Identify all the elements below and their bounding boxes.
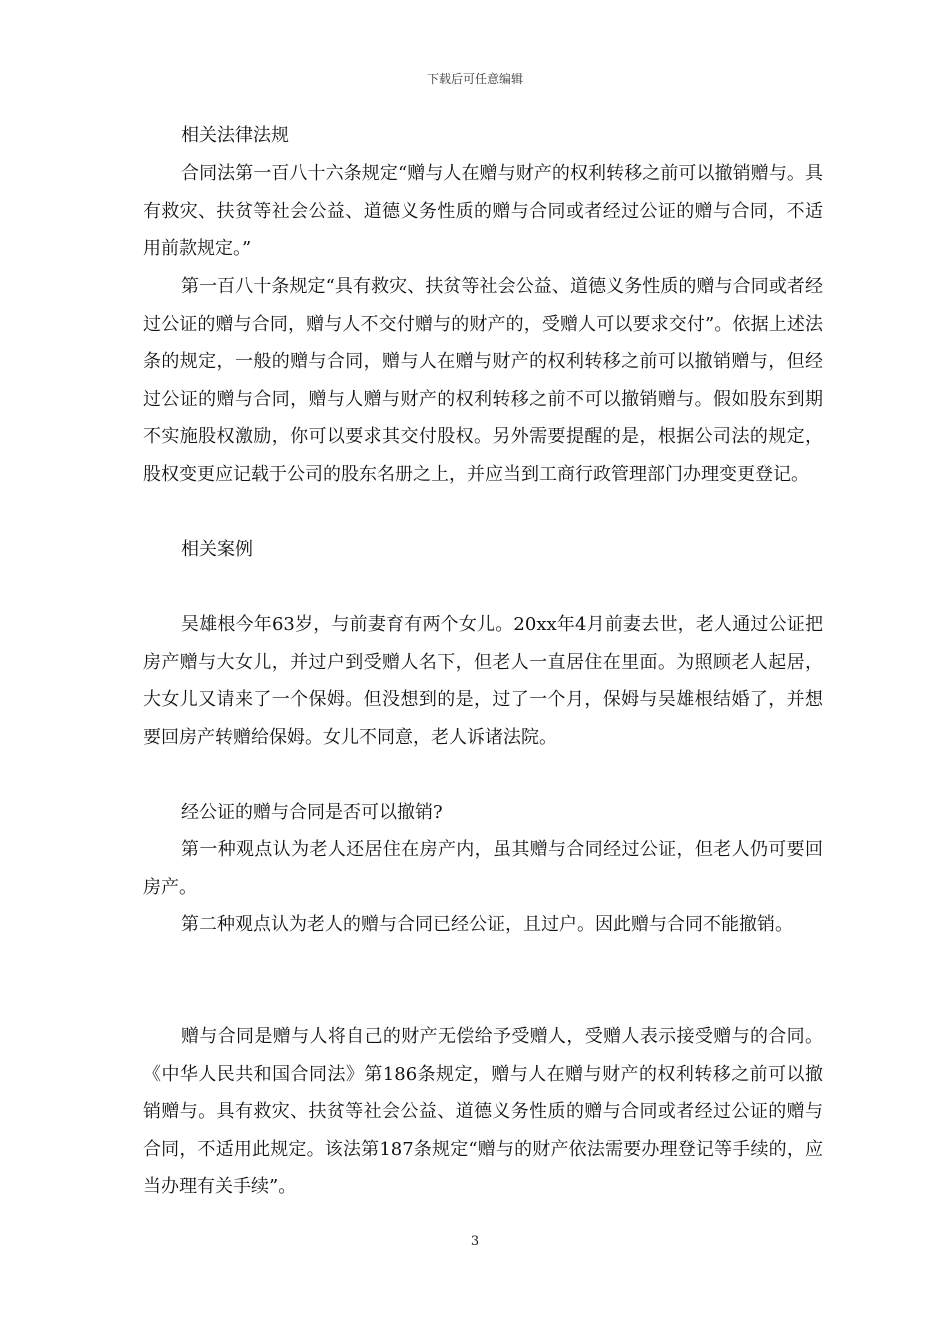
paragraph-case-description: 吴雄根今年63岁，与前妻育有两个女儿。20xx年4月前妻去世，老人通过公证把房产赠与大女儿，并过户到受赠人名下，但老人一直居住在里面。为照顾老人起居，大女儿又请来了一个保姆。但没想到的是，过了一个月，保姆与吴雄根结婚了，并想要回房产转赠给保姆。女儿不同意，老人诉诸法院。 (143, 614, 823, 748)
section-heading-laws: 相关法律法规 (181, 125, 289, 146)
paragraph-second-view: 第二种观点认为老人的赠与合同已经公证，且过户。因此赠与合同不能撤销。 (181, 914, 793, 935)
paragraph-question: 经公证的赠与合同是否可以撤销? (181, 802, 443, 823)
page-number: 3 (470, 1234, 480, 1249)
paragraph-article-180: 第一百八十条规定“具有救灾、扶贫等社会公益、道德义务性质的赠与合同或者经过公证的赠与合同，赠与人不交付赠与的财产的，受赠人可以要求交付”。依据上述法条的规定，一般的赠与合同，赠与人在赠与财产的权利转移之前可以撤销赠与，但经过公证的赠与合同，赠与人赠与财产的权利转移之前不可以撤销赠与。假如股东到期不实施股权激励，你可以要求其交付股权。另外需要提醒的是，根据公司法的规定，股权变更应记载于公司的股东名册之上，并应当到工商行政管理部门办理变更登记。 (143, 276, 823, 485)
paragraph-analysis: 赠与合同是赠与人将自己的财产无偿给予受赠人，受赠人表示接受赠与的合同。《中华人民共和国合同法》第186条规定，赠与人在赠与财产的权利转移之前可以撤销赠与。具有救灾、扶贫等社会公益、道德义务性质的赠与合同或者经过公证的赠与合同，不适用此规定。该法第187条规定“赠与的财产依法需要办理登记等手续的，应当办理有关手续”。 (143, 1026, 823, 1197)
section-heading-cases: 相关案例 (181, 539, 253, 560)
page-header: 下载后可任意编辑 (426, 72, 523, 86)
paragraph-article-186: 合同法第一百八十六条规定“赠与人在赠与财产的权利转移之前可以撤销赠与。具有救灾、扶贫等社会公益、道德义务性质的赠与合同或者经过公证的赠与合同，不适用前款规定。” (143, 163, 823, 259)
paragraph-first-view: 第一种观点认为老人还居住在房产内，虽其赠与合同经过公证，但老人仍可要回房产。 (143, 839, 823, 898)
